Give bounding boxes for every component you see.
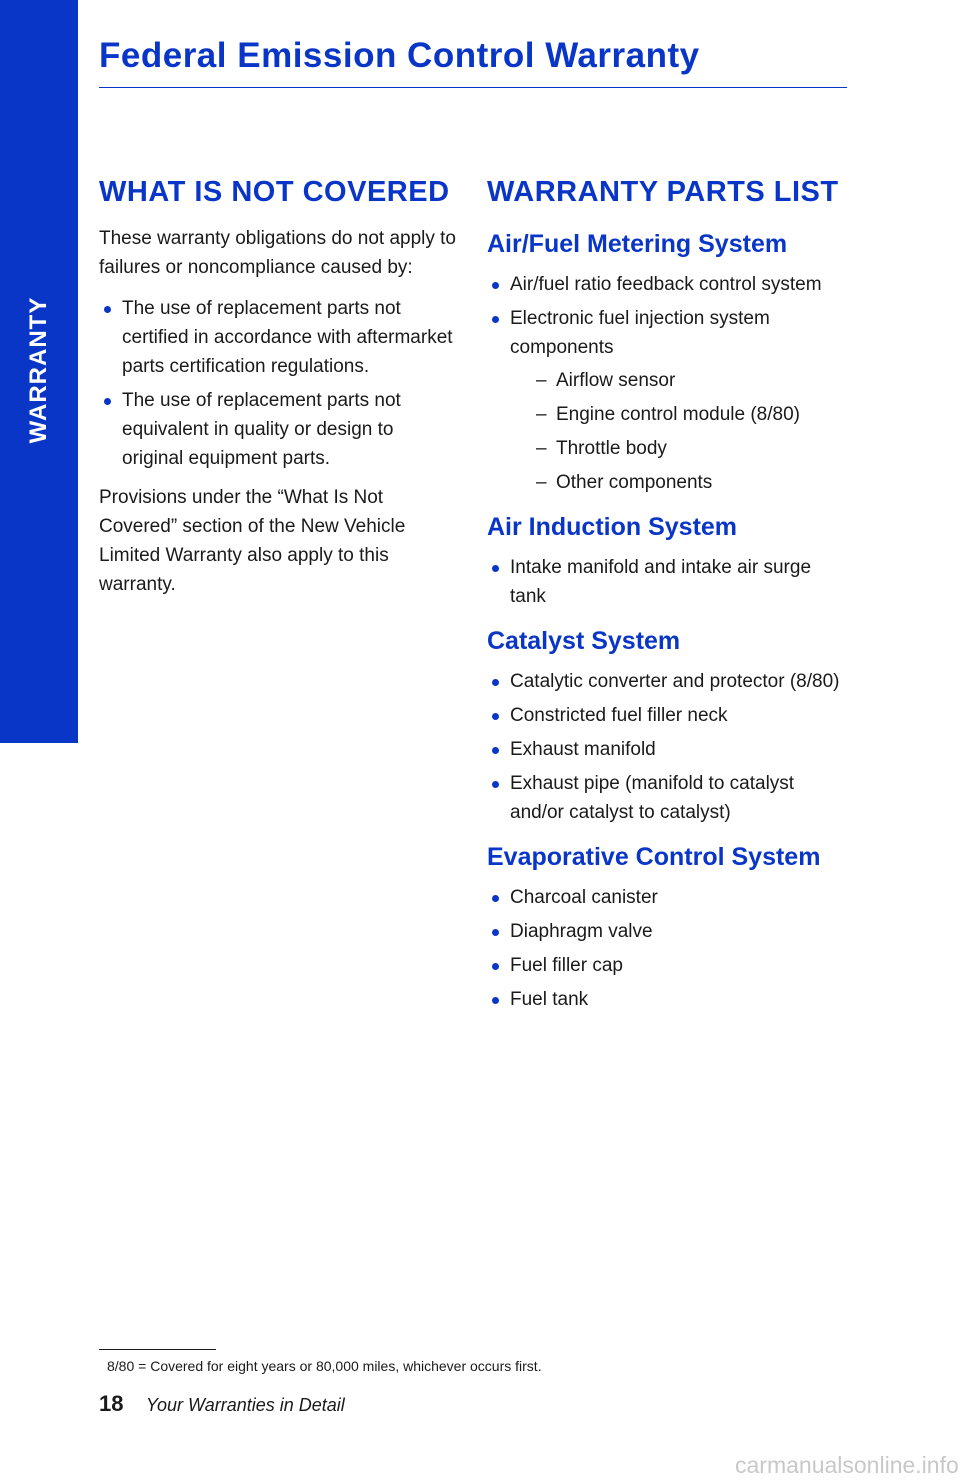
page-number: 18 <box>99 1391 124 1416</box>
list-item-text: Electronic fuel injection system components <box>510 308 770 358</box>
list-item: Fuel tank <box>487 985 847 1014</box>
watermark <box>0 1440 960 1483</box>
list-item: Catalytic converter and protector (8/80) <box>487 667 847 696</box>
catalyst-heading: Catalyst System <box>487 627 681 655</box>
not-covered-note: Provisions under the “What Is Not Covered” section of the New Vehicle Limited Warranty also apply to this warranty. <box>99 487 406 595</box>
footnote-divider <box>99 1349 216 1350</box>
air-fuel-list <box>487 270 847 497</box>
list-item <box>487 304 847 497</box>
page-title: Federal Emission Control Warranty <box>99 36 700 75</box>
list-item: Exhaust pipe (manifold to catalyst and/or catalyst to catalyst) <box>487 769 847 827</box>
sublist-item-text: Other components <box>556 472 713 493</box>
list-item: Charcoal canister <box>487 883 847 912</box>
list-item: Exhaust manifold <box>487 735 847 764</box>
list-item: The use of replacement parts not certified in accordance with aftermarket parts certification regulations. <box>99 294 459 381</box>
list-item: Air/fuel ratio feedback control system <box>487 270 847 299</box>
sublist-item <box>510 468 847 497</box>
air-induction-list <box>487 553 847 611</box>
not-covered-intro: These warranty obligations do not apply to failures or noncompliance caused by: <box>99 228 456 278</box>
dash-mark: – <box>536 404 547 425</box>
not-covered-column <box>99 170 459 611</box>
evaporative-list <box>487 883 847 1014</box>
dash-mark: – <box>536 472 547 493</box>
sublist-item <box>510 434 847 463</box>
dash-mark: – <box>536 370 547 391</box>
parts-list-heading: WARRANTY PARTS LIST <box>487 176 839 208</box>
air-fuel-heading: Air/Fuel Metering System <box>487 230 788 258</box>
sublist-item-text: Throttle body <box>556 438 667 459</box>
title-divider <box>99 87 847 88</box>
footer-label: Your Warranties in Detail <box>146 1395 345 1415</box>
sublist-item-text: Engine control module (8/80) <box>556 404 800 425</box>
air-induction-heading: Air Induction System <box>487 513 738 541</box>
watermark-text: carmanualsonline.info <box>735 1452 959 1478</box>
catalyst-list <box>487 667 847 827</box>
list-item: Intake manifold and intake air surge tank <box>487 553 847 611</box>
not-covered-list <box>99 294 459 473</box>
list-item: Fuel filler cap <box>487 951 847 980</box>
dash-mark: – <box>536 438 547 459</box>
not-covered-heading: WHAT IS NOT COVERED <box>99 176 450 208</box>
side-tab-label: WARRANTY <box>25 296 52 444</box>
evaporative-heading: Evaporative Control System <box>487 843 821 871</box>
list-item: Diaphragm valve <box>487 917 847 946</box>
list-item: The use of replacement parts not equivalent in quality or design to original equipment parts. <box>99 386 459 473</box>
list-item: Constricted fuel filler neck <box>487 701 847 730</box>
sublist-item <box>510 400 847 429</box>
footnote: 8/80 = Covered for eight years or 80,000 miles, whichever occurs first. <box>107 1358 542 1374</box>
sublist-item-text: Airflow sensor <box>556 370 676 391</box>
fuel-injection-sublist <box>510 366 847 497</box>
side-section-tab <box>0 0 78 743</box>
parts-list-column <box>487 170 847 1024</box>
sublist-item <box>510 366 847 395</box>
